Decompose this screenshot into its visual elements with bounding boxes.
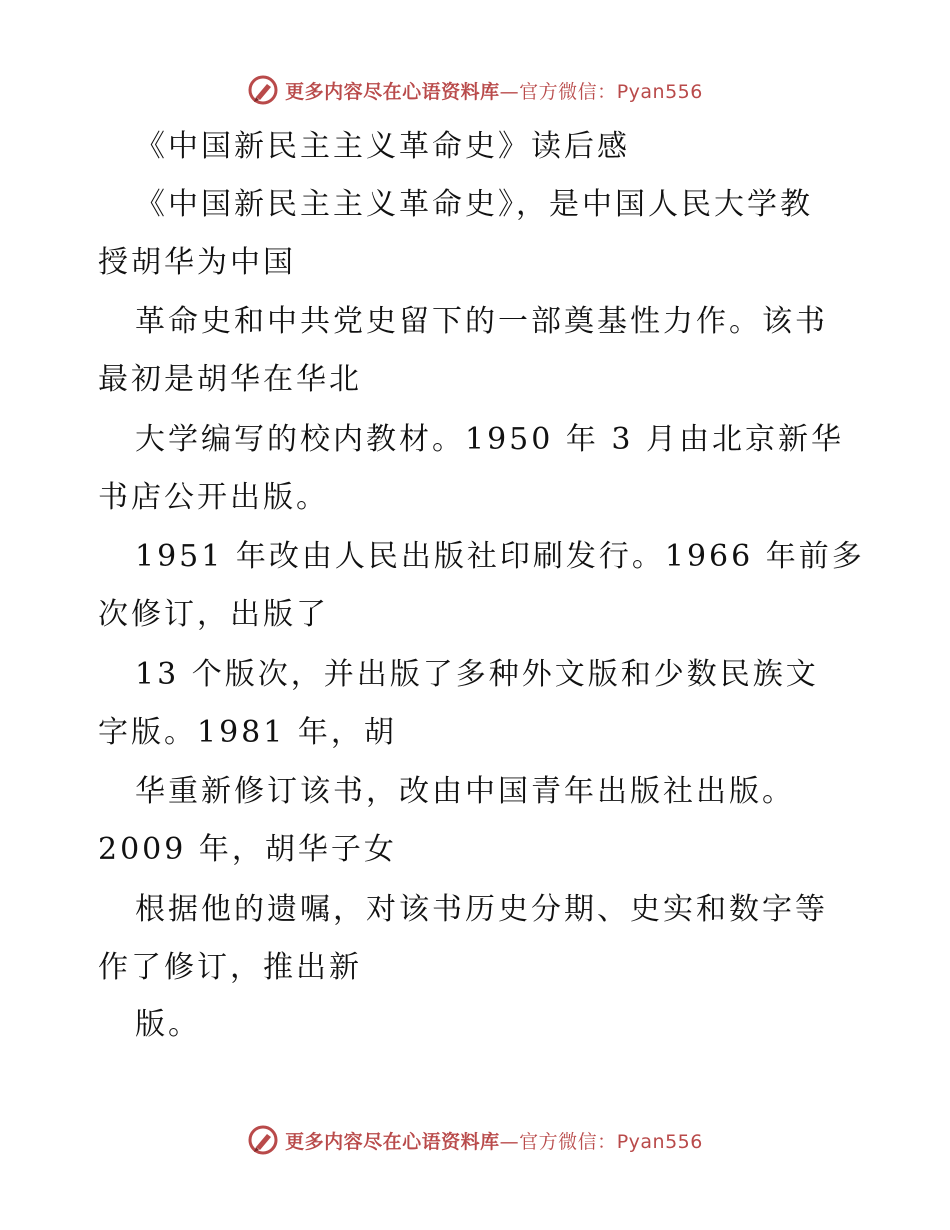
footer-brand: 更多内容尽在心语资料库 <box>285 1130 500 1153</box>
header-separator: — <box>499 80 520 103</box>
footer-separator: — <box>499 1130 520 1153</box>
document-line: 《中国新民主主义革命史》，是中国人民大学教 <box>135 187 813 222</box>
footer-official-label: 官方微信： <box>519 1130 617 1153</box>
header-wechat-id: Pyan556 <box>616 80 703 103</box>
document-line: 字版。1981 年，胡 <box>98 715 397 750</box>
pen-logo-icon <box>247 1124 279 1156</box>
document-line: 2009 年，胡华子女 <box>98 832 397 867</box>
pen-logo-icon <box>247 74 279 106</box>
footer-banner <box>0 1120 950 1160</box>
document-line: 授胡华为中国 <box>98 245 296 280</box>
document-line: 根据他的遗嘱，对该书历史分期、史实和数字等 <box>135 892 828 927</box>
document-line: 最初是胡华在华北 <box>98 362 362 397</box>
document-line: 书店公开出版。 <box>98 480 329 515</box>
header-banner-text <box>285 77 703 104</box>
header-official-label: 官方微信： <box>519 80 617 103</box>
document-line: 大学编写的校内教材。1950 年 3 月由北京新华 <box>135 422 845 457</box>
document-line: 版。 <box>135 1007 201 1042</box>
document-line: 次修订，出版了 <box>98 597 329 632</box>
document-line: 1951 年改由人民出版社印刷发行。1966 年前多 <box>135 539 865 574</box>
document-line: 华重新修订该书，改由中国青年出版社出版。 <box>135 774 795 809</box>
header-brand: 更多内容尽在心语资料库 <box>285 80 500 103</box>
footer-banner-text <box>285 1127 703 1154</box>
document-line: 作了修订，推出新 <box>98 950 362 985</box>
document-line: 13 个版次，并出版了多种外文版和少数民族文 <box>135 657 819 692</box>
document-title: 《中国新民主主义革命史》读后感 <box>135 129 630 164</box>
footer-wechat-id: Pyan556 <box>616 1130 703 1153</box>
document-line: 革命史和中共党史留下的一部奠基性力作。该书 <box>135 304 828 339</box>
header-banner <box>0 70 950 110</box>
